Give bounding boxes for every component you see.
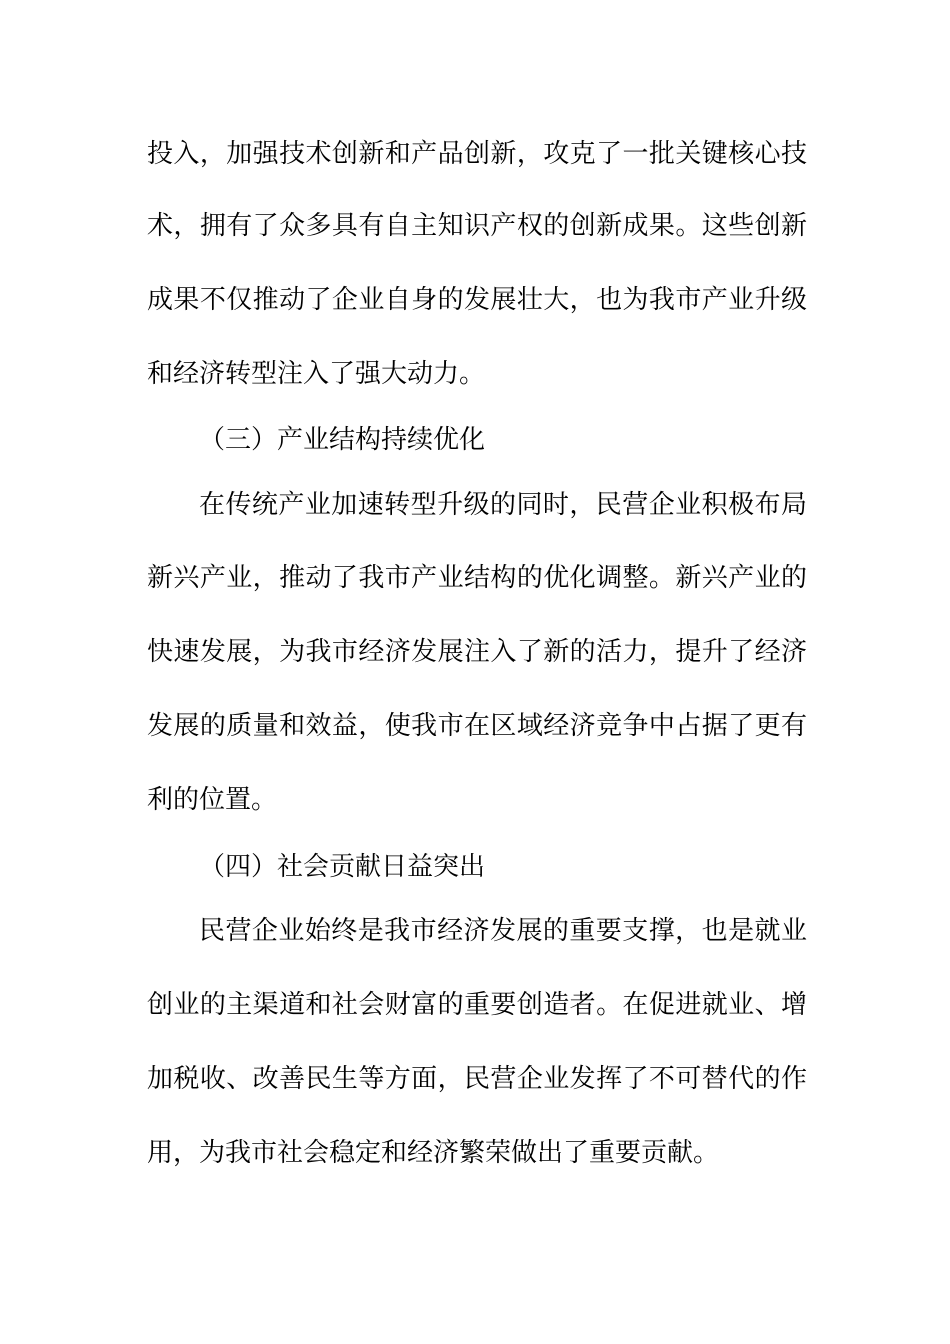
paragraph-line: 和经济转型注入了强大动力。 <box>147 359 486 389</box>
paragraph-line: 在传统产业加速转型升级的同时，民营企业积极布局 <box>199 490 807 520</box>
paragraph-line: 快速发展，为我市经济发展注入了新的活力，提升了经济 <box>147 637 807 667</box>
paragraph-line: 发展的质量和效益，使我市在区域经济竞争中占据了更有 <box>147 711 807 741</box>
paragraph-line: 加税收、改善民生等方面，民营企业发挥了不可替代的作 <box>147 1064 807 1094</box>
paragraph-line: 民营企业始终是我市经济发展的重要支撑，也是就业 <box>199 916 807 946</box>
paragraph-line: 利的位置。 <box>147 785 278 815</box>
paragraph-line: 成果不仅推动了企业自身的发展壮大，也为我市产业升级 <box>147 285 807 315</box>
paragraph-line: 投入，加强技术创新和产品创新，攻克了一批关键核心技 <box>147 139 807 169</box>
paragraph-line: 新兴产业，推动了我市产业结构的优化调整。新兴产业的 <box>147 563 807 593</box>
section-heading: （四）社会贡献日益突出 <box>199 852 486 882</box>
section-heading: （三）产业结构持续优化 <box>199 425 486 455</box>
paragraph-line: 用，为我市社会稳定和经济繁荣做出了重要贡献。 <box>147 1138 720 1168</box>
paragraph-line: 创业的主渠道和社会财富的重要创造者。在促进就业、增 <box>147 990 807 1020</box>
paragraph-line: 术，拥有了众多具有自主知识产权的创新成果。这些创新 <box>147 211 807 241</box>
